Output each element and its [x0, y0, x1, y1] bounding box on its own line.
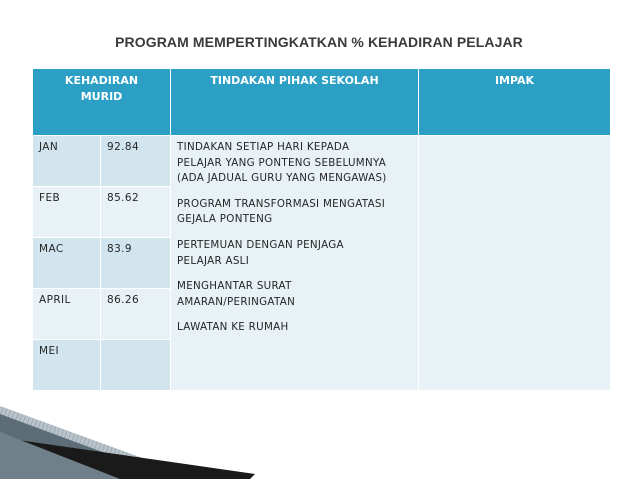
value-cell	[101, 340, 171, 391]
month-cell: MAC	[33, 238, 101, 289]
slide-title: PROGRAM MEMPERTINGKATKAN % KEHADIRAN PELAJAR	[115, 34, 523, 50]
month-cell: JAN	[33, 136, 101, 187]
action-list	[171, 136, 418, 336]
table-row	[33, 136, 611, 187]
month-cell: APRIL	[33, 289, 101, 340]
header-tindakan: TINDAKAN PIHAK SEKOLAH	[171, 69, 419, 136]
action-item: MENGHANTAR SURAT AMARAN/PERINGATAN	[177, 280, 296, 308]
corner-decoration	[0, 392, 260, 479]
value-cell: 86.26	[101, 289, 171, 340]
tindakan-cell	[171, 136, 419, 391]
header-row	[33, 69, 611, 136]
attendance-table	[32, 68, 611, 391]
month-cell: FEB	[33, 187, 101, 238]
value-cell: 92.84	[101, 136, 171, 187]
header-impak: IMPAK	[419, 69, 611, 136]
action-item: PERTEMUAN DENGAN PENJAGA PELAJAR ASLI	[177, 238, 344, 267]
header-kehadiran-line2: MURID	[80, 90, 123, 103]
month-cell: MEI	[33, 340, 101, 391]
header-kehadiran-murid	[33, 69, 171, 136]
value-cell: 85.62	[101, 187, 171, 238]
action-item: TINDAKAN SETIAP HARI KEPADA PELAJAR YANG PONTENG SEBELUMNYA (ADA JADUAL GURU YANG MENGAWAS)	[177, 141, 387, 185]
action-item: PROGRAM TRANSFORMASI MENGATASI GEJALA PONTENG	[177, 197, 386, 226]
value-cell: 83.9	[101, 238, 171, 289]
impak-cell	[419, 136, 611, 391]
action-item: LAWATAN KE RUMAH	[177, 321, 289, 334]
header-kehadiran-line1: KEHADIRAN	[64, 74, 139, 87]
